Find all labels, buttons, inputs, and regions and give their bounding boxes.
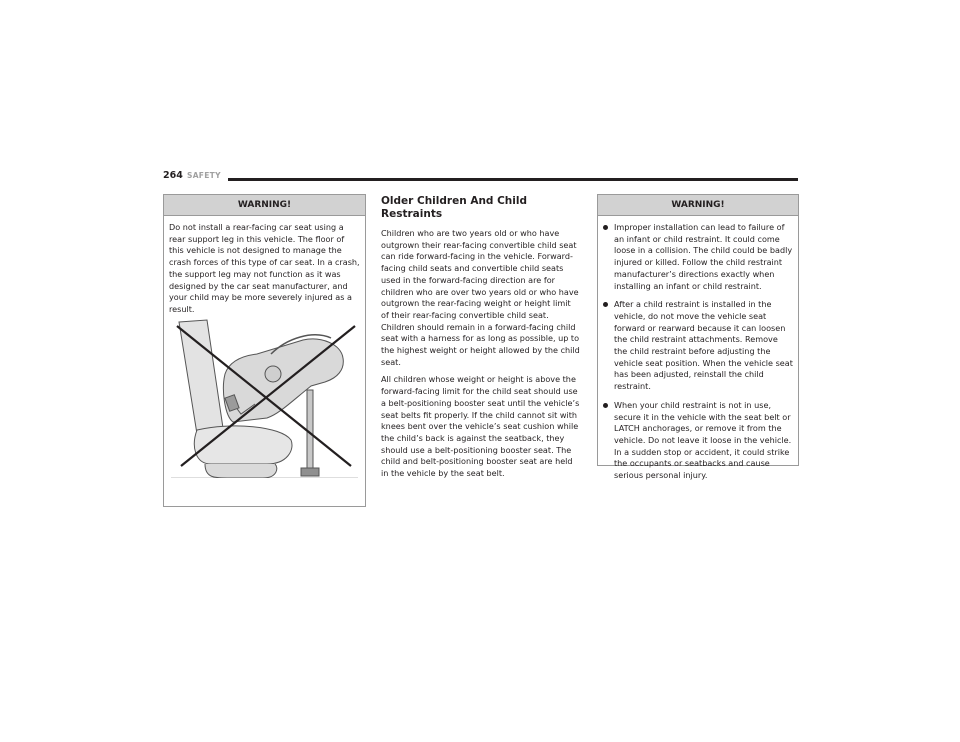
crossed-out-car-seat-illustration <box>171 318 358 478</box>
warning-box-support-leg <box>163 194 366 507</box>
warning-item-text: After a child restraint is installed in the vehicle, do not move the vehicle seat forward or rearward because it can loosen the child restraint attachments. Remove the child restraint before adjusting the vehicle seat position. When the vehicle seat has been adjusted, reinstall the child restraint. <box>614 299 793 392</box>
warning-title: WARNING! <box>164 195 365 216</box>
article-paragraph: Children who are two years old or who have outgrown their rear-facing convertible child seat can ride forward-facing in the vehicle. Forward-facing child seats and convertible child seats used in the forward-facing direction are for children who are over two years old or who have outgrown the rear-facing weight or height limit of their rear-facing convertible child seat. Children should remain in a forward-facing child seat with a harness for as long as possible, up to the highest weight or height allowed by the child seat. <box>381 228 580 367</box>
warning-item-text: Improper installation can lead to failure of an infant or child restraint. It could come loose in a collision. The child could be badly injured or killed. Follow the child restraint manufacturer’s directions exactly when installing an infant or child restraint. <box>614 222 793 291</box>
page-number: 264 <box>163 170 183 181</box>
warning-list-item <box>603 222 793 292</box>
article-older-children <box>381 195 581 486</box>
warning-list-item <box>603 400 793 482</box>
header-rule <box>228 178 798 181</box>
article-paragraph: All children whose weight or height is above the forward-facing limit for the child seat should use a belt-positioning booster seat until the vehicle’s seat belts fit properly. If the child cannot sit with knees bent over the vehicle’s seat cushion while the child’s back is against the seatback, they should use a belt-positioning booster seat. The child and belt-positioning booster seat are held in the vehicle by the seat belt. <box>381 374 580 479</box>
section-label: SAFETY <box>187 171 221 180</box>
warning-text: Do not install a rear-facing car seat using a rear support leg in this vehicle. The floor of this vehicle is not designed to manage the crash forces of this type of car seat. In a crash, the support leg may not function as it was designed by the car seat manufacturer, and your child may be more severely injured as a result. <box>169 222 360 314</box>
bullet-icon <box>603 302 608 307</box>
page-header <box>163 170 798 184</box>
warning-box-installation <box>597 194 799 481</box>
warning-list <box>598 216 798 482</box>
bullet-icon <box>603 225 608 230</box>
warning-title: WARNING! <box>598 195 798 216</box>
warning-item-text: When your child restraint is not in use, secure it in the vehicle with the seat belt or LATCH anchorages, or remove it from the vehicle. Do not leave it loose in the vehicle. In a sudden stop or accident, it could strike the occupants or seatbacks and cause serious personal injury. <box>614 399 792 481</box>
bullet-icon <box>603 403 608 408</box>
warning-list-item <box>603 299 793 393</box>
article-heading: Older Children And Child Restraints <box>381 195 527 220</box>
